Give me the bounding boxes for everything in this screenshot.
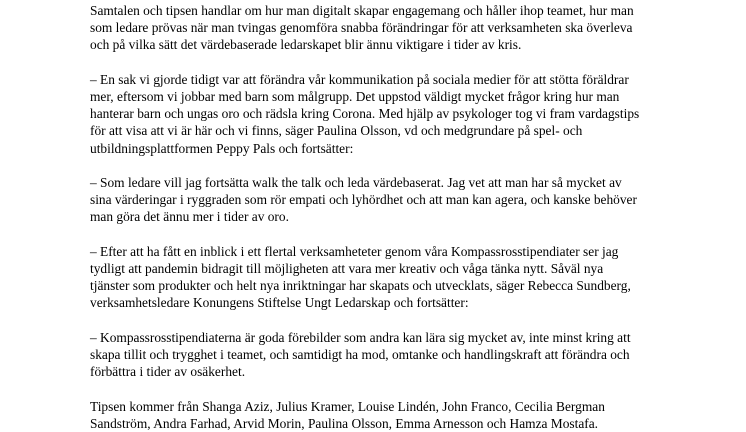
paragraph-contributors [90, 398, 670, 432]
paragraph-quote-sundberg [90, 243, 670, 312]
text-line: Tipsen kommer från Shanga Aziz, Julius Kramer, Louise Lindén, John Franco, Cecilia Bergman [90, 398, 605, 414]
text-line: som ledare prövas när man tvingas genomföra snabba förändringar för att verksamheten ska överleva [90, 20, 633, 36]
text-line: – Kompassrosstipendiaterna är goda förebilder som andra kan lära sig mycket av, inte minst kring att [90, 329, 631, 345]
text-line: utbildningsplattformen Peppy Pals och fortsätter: [90, 140, 354, 156]
text-line: sina värderingar i ryggraden som rör empati och lyhördhet och att man kan agera, och kanske behöver [90, 192, 637, 208]
text-line: tydligt att pandemin bidragit till möjligheten att vara mer kreativ och våga tänka nytt. Såväl nya [90, 261, 604, 276]
text-line: mer, eftersom vi jobbar med barn som målgrupp. Det uppstod väldigt mycket frågor kring hur man [90, 89, 620, 104]
text-line: för att visa att vi är här och vi finns, säger Paulina Olsson, vd och medgrundare på spel- och [90, 123, 583, 139]
text-line: tjänster som produkter och helt nya inriktningar har skapats och utvecklats, säger Rebecca Sundberg, [90, 278, 631, 294]
paragraph-quote-sundberg-continued [90, 329, 670, 381]
document-body [90, 2, 670, 432]
text-line: – En sak vi gjorde tidigt var att förändra vår kommunikation på sociala medier för att stötta föräldrar [90, 71, 629, 87]
text-line: hanterar barn och ungas oro och rädsla kring Corona. Med hjälp av psykologer tog vi fram vardagstips [90, 106, 640, 122]
text-line: verksamhetsledare Konungens Stiftelse Ungt Ledarskap och fortsätter: [90, 295, 469, 311]
text-line: man göra det ännu mer i tider av oro. [90, 209, 289, 225]
paragraph-quote-olsson-continued [90, 174, 670, 226]
text-line: Sandström, Andra Farhad, Arvid Morin, Paulina Olsson, Emma Arnesson och Hamza Mostafa. [90, 415, 599, 431]
paragraph-quote-olsson [90, 71, 670, 157]
paragraph-intro [90, 2, 670, 54]
text-line: förbättra i tider av osäkerhet. [90, 364, 246, 380]
text-line: Samtalen och tipsen handlar om hur man digitalt skapar engagemang och håller ihop teamet, hur man [90, 3, 634, 18]
text-line: – Efter att ha fått en inblick i ett flertal verksamheteter genom våra Kompassrosstipendiater ser jag [90, 243, 619, 259]
text-line: – Som ledare vill jag fortsätta walk the talk och leda värdebaserat. Jag vet att man har så mycket av [90, 175, 622, 190]
text-line: skapa tillit och trygghet i teamet, och samtidigt ha mod, omtanke och handlingskraft att förändra och [90, 347, 630, 362]
text-line: och på vilka sätt det värdebaserade ledarskapet blir ännu viktigare i tider av kris. [90, 37, 522, 53]
